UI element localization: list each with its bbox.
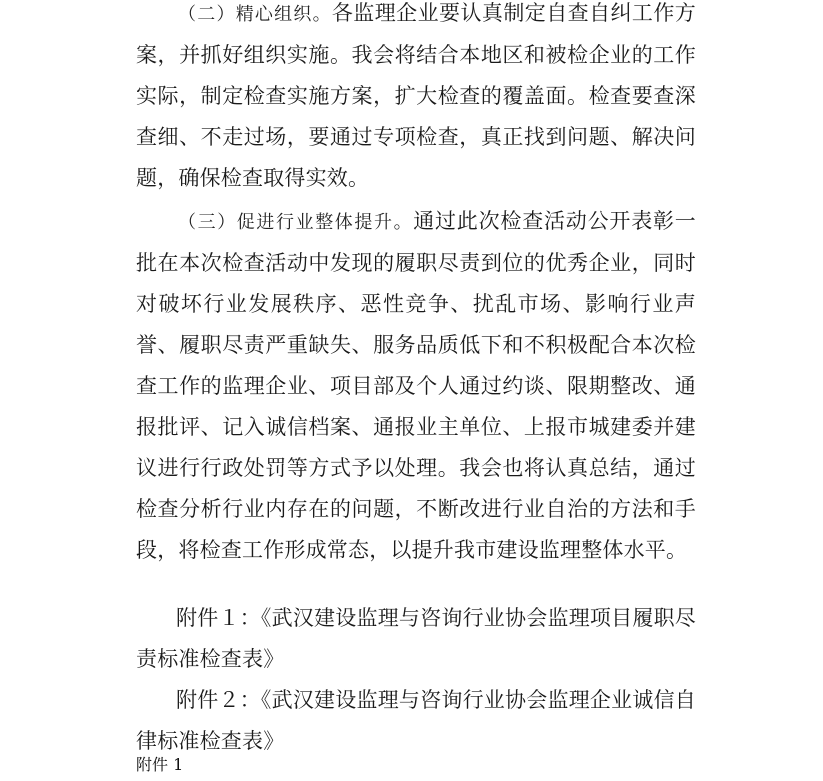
section-3-text bbox=[136, 201, 696, 571]
section-2-heading: （二）精心组织。 bbox=[178, 4, 332, 25]
section-3-body: 通过此次检查活动公开表彰一批在本次检查活动中发现的履职尽责到位的优秀企业，同时对破坏行业发展秩序、恶性竞争、扰乱市场、影响行业声誉、履职尽责严重缺失、服务品质低下和不积极配合本次检查工作的监理企业、项目部及个人通过约谈、限期整改、通报批评、记入诚信档案、通报业主单位、上报市城建委并建议进行行政处罚等方式予以处理。我会也将认真总结，通过检查分析行业内存在的问题，不断改进行业自治的方法和手段，将检查工作形成常态，以提升我市建设监理整体水平。 bbox=[136, 209, 696, 562]
attachment-1 bbox=[136, 598, 696, 680]
attachment-1-text: 附件１：《武汉建设监理与咨询行业协会监理项目履职尽责标准检查表》 bbox=[136, 606, 696, 671]
attachment-2 bbox=[136, 680, 696, 762]
section-3-heading: （三）促进行业整体提升。 bbox=[178, 212, 414, 233]
section-2-text bbox=[136, 0, 696, 199]
appendix-label: 附件 1 bbox=[136, 755, 184, 774]
attachment-2-text: 附件２：《武汉建设监理与咨询行业协会监理企业诚信自律标准检查表》 bbox=[136, 688, 696, 753]
section-3-paragraph bbox=[136, 201, 696, 571]
section-2-paragraph bbox=[136, 0, 696, 199]
section-2-body: 各监理企业要认真制定自查自纠工作方案，并抓好组织实施。我会将结合本地区和被检企业的工作实际，制定检查实施方案，扩大检查的覆盖面。检查要查深查细、不走过场，要通过专项检查，真正找到问题、解决问题，确保检查取得实效。 bbox=[136, 1, 697, 190]
